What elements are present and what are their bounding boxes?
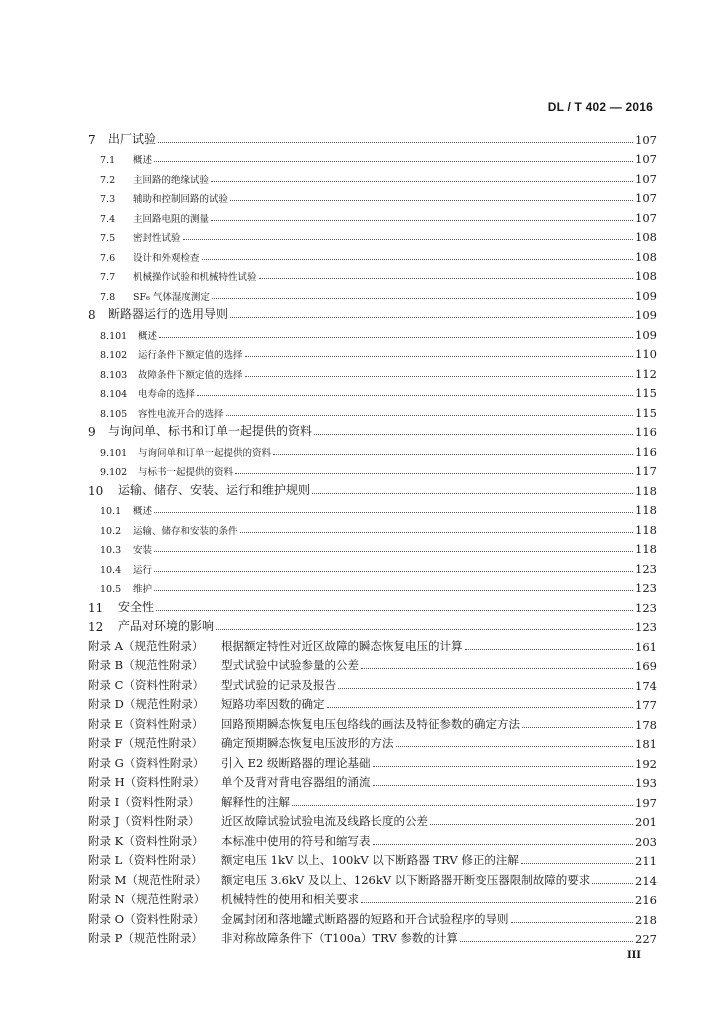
- toc-section-entry[interactable]: [88, 400, 657, 420]
- toc-entry-page: 177: [635, 698, 657, 712]
- toc-entry-page: 197: [635, 795, 657, 810]
- toc-section-entry[interactable]: [88, 225, 657, 245]
- toc-appendix-entry[interactable]: [88, 810, 657, 830]
- toc-entry-page: 201: [635, 815, 657, 829]
- toc-entry-page: 108: [635, 249, 657, 264]
- toc-section-entry[interactable]: [88, 517, 657, 537]
- toc-entry-title: 运行条件下额定值的选择: [138, 350, 243, 361]
- toc-appendix-entry[interactable]: [88, 829, 657, 849]
- toc-entry-title: 概述: [133, 155, 153, 166]
- dot-leader: [158, 142, 633, 143]
- toc-entry-title: 概述: [138, 330, 158, 342]
- toc-section-entry[interactable]: [88, 361, 657, 381]
- toc-appendix-entry[interactable]: [88, 927, 657, 947]
- toc-entry-number: 附录 M（规范性附录）: [88, 872, 207, 887]
- toc-entry-page: 216: [635, 893, 657, 907]
- dot-leader: [245, 356, 634, 357]
- toc-appendix-entry[interactable]: [88, 732, 657, 752]
- dot-leader: [314, 434, 633, 435]
- toc-entry-title: 出厂试验: [108, 131, 157, 146]
- standard-code-header: DL / T 402 — 2016: [547, 100, 653, 114]
- toc-chapter-entry[interactable]: [88, 595, 657, 615]
- toc-section-entry[interactable]: [88, 556, 657, 576]
- toc-entry-number: 10.1: [100, 506, 122, 517]
- dot-leader: [154, 551, 633, 552]
- toc-entry-title: 安装: [133, 545, 153, 556]
- dot-leader: [226, 415, 634, 416]
- toc-entry-page: 116: [635, 425, 657, 439]
- toc-entry-title: 额定电压 3.6kV 及以上、126kV 以下断路器开断变压器限制故障的要求: [221, 872, 591, 887]
- toc-entry-number: 附录 A（规范性附录）: [88, 638, 204, 653]
- dot-leader: [154, 161, 633, 162]
- toc-entry-title: 辅助和控制回路的试验: [133, 194, 229, 205]
- toc-entry-title: 本标准中使用的符号和缩写表: [221, 833, 371, 848]
- toc-entry-title: 运输、储存和安装的条件: [133, 525, 238, 537]
- toc-entry-number: 9: [88, 425, 96, 439]
- toc-entry-title: 设计和外观检查: [133, 252, 200, 264]
- dot-leader: [154, 590, 633, 591]
- toc-appendix-entry[interactable]: [88, 673, 657, 693]
- toc-entry-page: 118: [635, 483, 657, 498]
- toc-entry-title: 容性电流开合的选择: [138, 408, 224, 420]
- toc-entry-page: 211: [635, 854, 657, 868]
- toc-entry-title: 确定预期瞬态恢复电压波形的方法: [221, 736, 394, 750]
- dot-leader: [373, 766, 634, 767]
- toc-entry-number: 7.8: [100, 291, 116, 303]
- toc-section-entry[interactable]: [88, 264, 657, 284]
- toc-entry-title: 近区故障试验试验电流及线路长度的公差: [221, 814, 428, 828]
- toc-entry-number: 8.104: [100, 389, 128, 400]
- toc-entry-page: 110: [635, 347, 657, 361]
- dot-leader: [592, 883, 633, 884]
- toc-chapter-entry[interactable]: [88, 303, 657, 323]
- toc-entry-title: 主回路的绝缘试验: [133, 174, 210, 186]
- toc-entry-page: 118: [635, 542, 657, 556]
- toc-entry-title: 短路功率因数的确定: [221, 697, 325, 711]
- toc-entry-title: 与询问单和订单一起提供的资料: [138, 447, 272, 459]
- toc-entry-page: 118: [635, 522, 657, 537]
- toc-section-entry[interactable]: [88, 537, 657, 557]
- toc-entry-number: 附录 C（资料性附录）: [88, 677, 204, 692]
- toc-entry-number: 11: [88, 600, 104, 615]
- toc-entry-number: 附录 D（规范性附录）: [88, 697, 205, 711]
- toc-section-entry[interactable]: [88, 205, 657, 225]
- toc-entry-title: 运行: [133, 564, 153, 576]
- toc-section-entry[interactable]: [88, 439, 657, 459]
- toc-entry-number: 附录 P（规范性附录）: [88, 931, 203, 945]
- toc-entry-page: 214: [635, 873, 657, 888]
- toc-appendix-entry[interactable]: [88, 888, 657, 908]
- toc-entry-number: 8.105: [100, 408, 128, 420]
- dot-leader: [522, 727, 633, 728]
- toc-entry-number: 9.102: [100, 467, 128, 478]
- dot-leader: [338, 688, 633, 689]
- toc-entry-number: 附录 I（资料性附录）: [88, 794, 200, 809]
- dot-leader: [273, 454, 633, 455]
- toc-entry-title: 与询问单、标书和订单一起提供的资料: [108, 424, 313, 438]
- toc-entry-number: 7.1: [100, 155, 116, 166]
- toc-entry-number: 7.5: [100, 233, 116, 244]
- toc-entry-page: 227: [635, 932, 657, 946]
- dot-leader: [230, 317, 633, 318]
- toc-entry-title: 与标书一起提供的资料: [138, 467, 234, 478]
- toc-entry-title: 主回路电阻的测量: [133, 213, 210, 225]
- toc-entry-number: 7: [88, 132, 96, 147]
- toc-entry-page: 107: [635, 152, 657, 166]
- toc-entry-page: 161: [635, 639, 657, 654]
- toc-entry-page: 181: [635, 737, 657, 751]
- dot-leader: [361, 902, 633, 903]
- toc-entry-page: 107: [635, 210, 657, 225]
- dot-leader: [327, 707, 634, 708]
- dot-leader: [292, 805, 633, 806]
- toc-entry-page: 193: [635, 776, 657, 790]
- toc-entry-title: 型式试验中试验参量的公差: [221, 658, 359, 672]
- toc-entry-page: 178: [635, 717, 657, 732]
- toc-entry-page: 107: [635, 171, 657, 186]
- page-number: III: [626, 950, 641, 961]
- toc-appendix-entry[interactable]: [88, 771, 657, 791]
- toc-entry-title: 解释性的注解: [221, 794, 290, 809]
- toc-entry-number: 附录 G（资料性附录）: [88, 755, 205, 770]
- dot-leader: [211, 181, 633, 182]
- dot-leader: [396, 746, 634, 747]
- toc-entry-number: 8.101: [100, 330, 128, 342]
- toc-entry-page: 123: [635, 581, 657, 595]
- toc-entry-number: 附录 N（规范性附录）: [88, 892, 206, 906]
- dot-leader: [460, 941, 633, 942]
- dot-leader: [156, 610, 633, 611]
- dot-leader: [361, 668, 633, 669]
- toc-entry-number: 7.3: [100, 194, 116, 205]
- toc-section-entry[interactable]: [88, 322, 657, 342]
- dot-leader: [465, 649, 634, 650]
- dot-leader: [521, 863, 633, 864]
- toc-section-entry[interactable]: [88, 342, 657, 362]
- toc-section-entry[interactable]: [88, 576, 657, 596]
- toc-entry-title: 机械操作试验和机械特性试验: [133, 272, 257, 283]
- toc-entry-number: 附录 F（规范性附录）: [88, 736, 204, 750]
- toc-section-entry[interactable]: [88, 459, 657, 479]
- toc-entry-number: 附录 O（资料性附录）: [88, 911, 205, 926]
- toc-entry-title: 安全性: [118, 599, 155, 614]
- toc-appendix-entry[interactable]: [88, 849, 657, 869]
- toc-entry-number: 10.3: [100, 545, 122, 556]
- toc-section-entry[interactable]: [88, 244, 657, 264]
- dot-leader: [197, 395, 633, 396]
- toc-entry-number: 附录 K（资料性附录）: [88, 833, 204, 848]
- toc-entry-title: 运输、储存、安装、运行和维护规则: [118, 482, 311, 497]
- toc-entry-page: 174: [635, 678, 657, 693]
- toc-entry-number: 7.6: [100, 252, 116, 264]
- dot-leader: [230, 200, 633, 201]
- toc-entry-title: 额定电压 1kV 以上、100kV 以下断路器 TRV 修正的注解: [221, 853, 519, 867]
- dot-leader: [235, 473, 633, 474]
- toc-entry-number: 7.2: [100, 174, 116, 186]
- toc-entry-page: 192: [635, 756, 657, 771]
- toc-entry-page: 118: [635, 503, 657, 517]
- toc-section-entry[interactable]: [88, 147, 657, 167]
- toc-appendix-entry[interactable]: [88, 693, 657, 713]
- toc-entry-page: 107: [635, 132, 657, 147]
- dot-leader: [212, 298, 633, 299]
- dot-leader: [202, 259, 634, 260]
- toc-entry-number: 附录 J（资料性附录）: [88, 814, 200, 828]
- dot-leader: [245, 376, 634, 377]
- toc-entry-title: SF₆ 气体湿度测定: [133, 291, 210, 303]
- toc-entry-number: 8: [88, 308, 96, 322]
- toc-entry-number: 10.4: [100, 564, 122, 576]
- toc-entry-number: 7.7: [100, 272, 116, 283]
- toc-entry-number: 10.5: [100, 584, 122, 595]
- toc-entry-page: 109: [635, 327, 657, 342]
- toc-entry-title: 金属封闭和落地罐式断路器的短路和开合试验程序的导则: [221, 911, 509, 926]
- toc-entry-number: 8.103: [100, 369, 128, 381]
- toc-section-entry[interactable]: [88, 186, 657, 206]
- dot-leader: [159, 337, 633, 338]
- dot-leader: [312, 493, 633, 494]
- toc-entry-number: 附录 E（资料性附录）: [88, 716, 204, 731]
- toc-entry-number: 10: [88, 483, 104, 498]
- dot-leader: [373, 844, 634, 845]
- toc-entry-title: 概述: [133, 506, 153, 517]
- toc-entry-page: 203: [635, 834, 657, 849]
- dot-leader: [259, 278, 634, 279]
- dot-leader: [154, 512, 633, 513]
- toc-entry-title: 故障条件下额定值的选择: [138, 369, 243, 381]
- toc-appendix-entry[interactable]: [88, 790, 657, 810]
- toc-entry-page: 123: [635, 600, 657, 615]
- toc-entry-number: 10.2: [100, 525, 122, 537]
- toc-entry-title: 根据额定特性对近区故障的瞬态恢复电压的计算: [221, 638, 463, 653]
- toc-entry-title: 引入 E2 级断路器的理论基础: [221, 755, 371, 770]
- toc-chapter-entry[interactable]: [88, 127, 657, 147]
- toc-appendix-entry[interactable]: [88, 751, 657, 771]
- dot-leader: [216, 629, 633, 630]
- toc-appendix-entry[interactable]: [88, 907, 657, 927]
- toc-entry-title: 机械特性的使用和相关要求: [221, 892, 359, 906]
- toc-entry-page: 112: [635, 366, 657, 381]
- dot-leader: [183, 239, 634, 240]
- toc-entry-page: 117: [635, 464, 657, 478]
- toc-entry-page: 109: [635, 288, 657, 303]
- toc-entry-page: 116: [635, 444, 657, 459]
- toc-section-entry[interactable]: [88, 283, 657, 303]
- toc-entry-page: 108: [635, 230, 657, 244]
- toc-entry-page: 107: [635, 191, 657, 205]
- toc-entry-title: 密封性试验: [133, 233, 181, 244]
- toc-entry-page: 115: [635, 386, 657, 400]
- toc-entry-title: 产品对环境的影响: [118, 619, 215, 633]
- toc-entry-page: 169: [635, 659, 657, 673]
- toc-entry-page: 123: [635, 620, 657, 634]
- toc-chapter-entry[interactable]: [88, 615, 657, 635]
- toc-appendix-entry[interactable]: [88, 868, 657, 888]
- toc-entry-number: 8.102: [100, 350, 128, 361]
- toc-entry-number: 9.101: [100, 447, 128, 459]
- dot-leader: [430, 824, 633, 825]
- dot-leader: [373, 785, 634, 786]
- toc-section-entry[interactable]: [88, 381, 657, 401]
- toc-entry-title: 断路器运行的选用导则: [108, 307, 229, 321]
- toc-entry-page: 218: [635, 912, 657, 927]
- toc-entry-title: 非对称故障条件下（T100a）TRV 参数的计算: [221, 931, 458, 945]
- toc-entry-page: 108: [635, 269, 657, 283]
- toc-entry-title: 电寿命的选择: [138, 389, 196, 400]
- toc-entry-number: 附录 H（资料性附录）: [88, 775, 206, 789]
- dot-leader: [511, 922, 634, 923]
- toc-appendix-entry[interactable]: [88, 634, 657, 654]
- toc-appendix-entry[interactable]: [88, 654, 657, 674]
- toc-entry-number: 附录 L（资料性附录）: [88, 853, 203, 867]
- toc-entry-number: 附录 B（规范性附录）: [88, 658, 204, 672]
- toc-chapter-entry[interactable]: [88, 420, 657, 440]
- dot-leader: [211, 220, 633, 221]
- dot-leader: [154, 571, 633, 572]
- dot-leader: [240, 532, 634, 533]
- toc-entry-title: 维护: [133, 584, 153, 595]
- table-of-contents: [88, 127, 657, 946]
- toc-chapter-entry[interactable]: [88, 478, 657, 498]
- toc-entry-title: 型式试验的记录及报告: [221, 677, 336, 692]
- toc-entry-title: 单个及背对背电容器组的涌流: [221, 775, 371, 789]
- toc-appendix-entry[interactable]: [88, 712, 657, 732]
- toc-entry-number: 7.4: [100, 213, 116, 225]
- toc-section-entry[interactable]: [88, 166, 657, 186]
- toc-entry-page: 123: [635, 561, 657, 576]
- toc-entry-number: 12: [88, 620, 104, 634]
- toc-section-entry[interactable]: [88, 498, 657, 518]
- toc-entry-title: 回路预期瞬态恢复电压包络线的画法及特征参数的确定方法: [221, 716, 520, 731]
- toc-entry-page: 115: [635, 405, 657, 420]
- toc-entry-page: 109: [635, 308, 657, 322]
